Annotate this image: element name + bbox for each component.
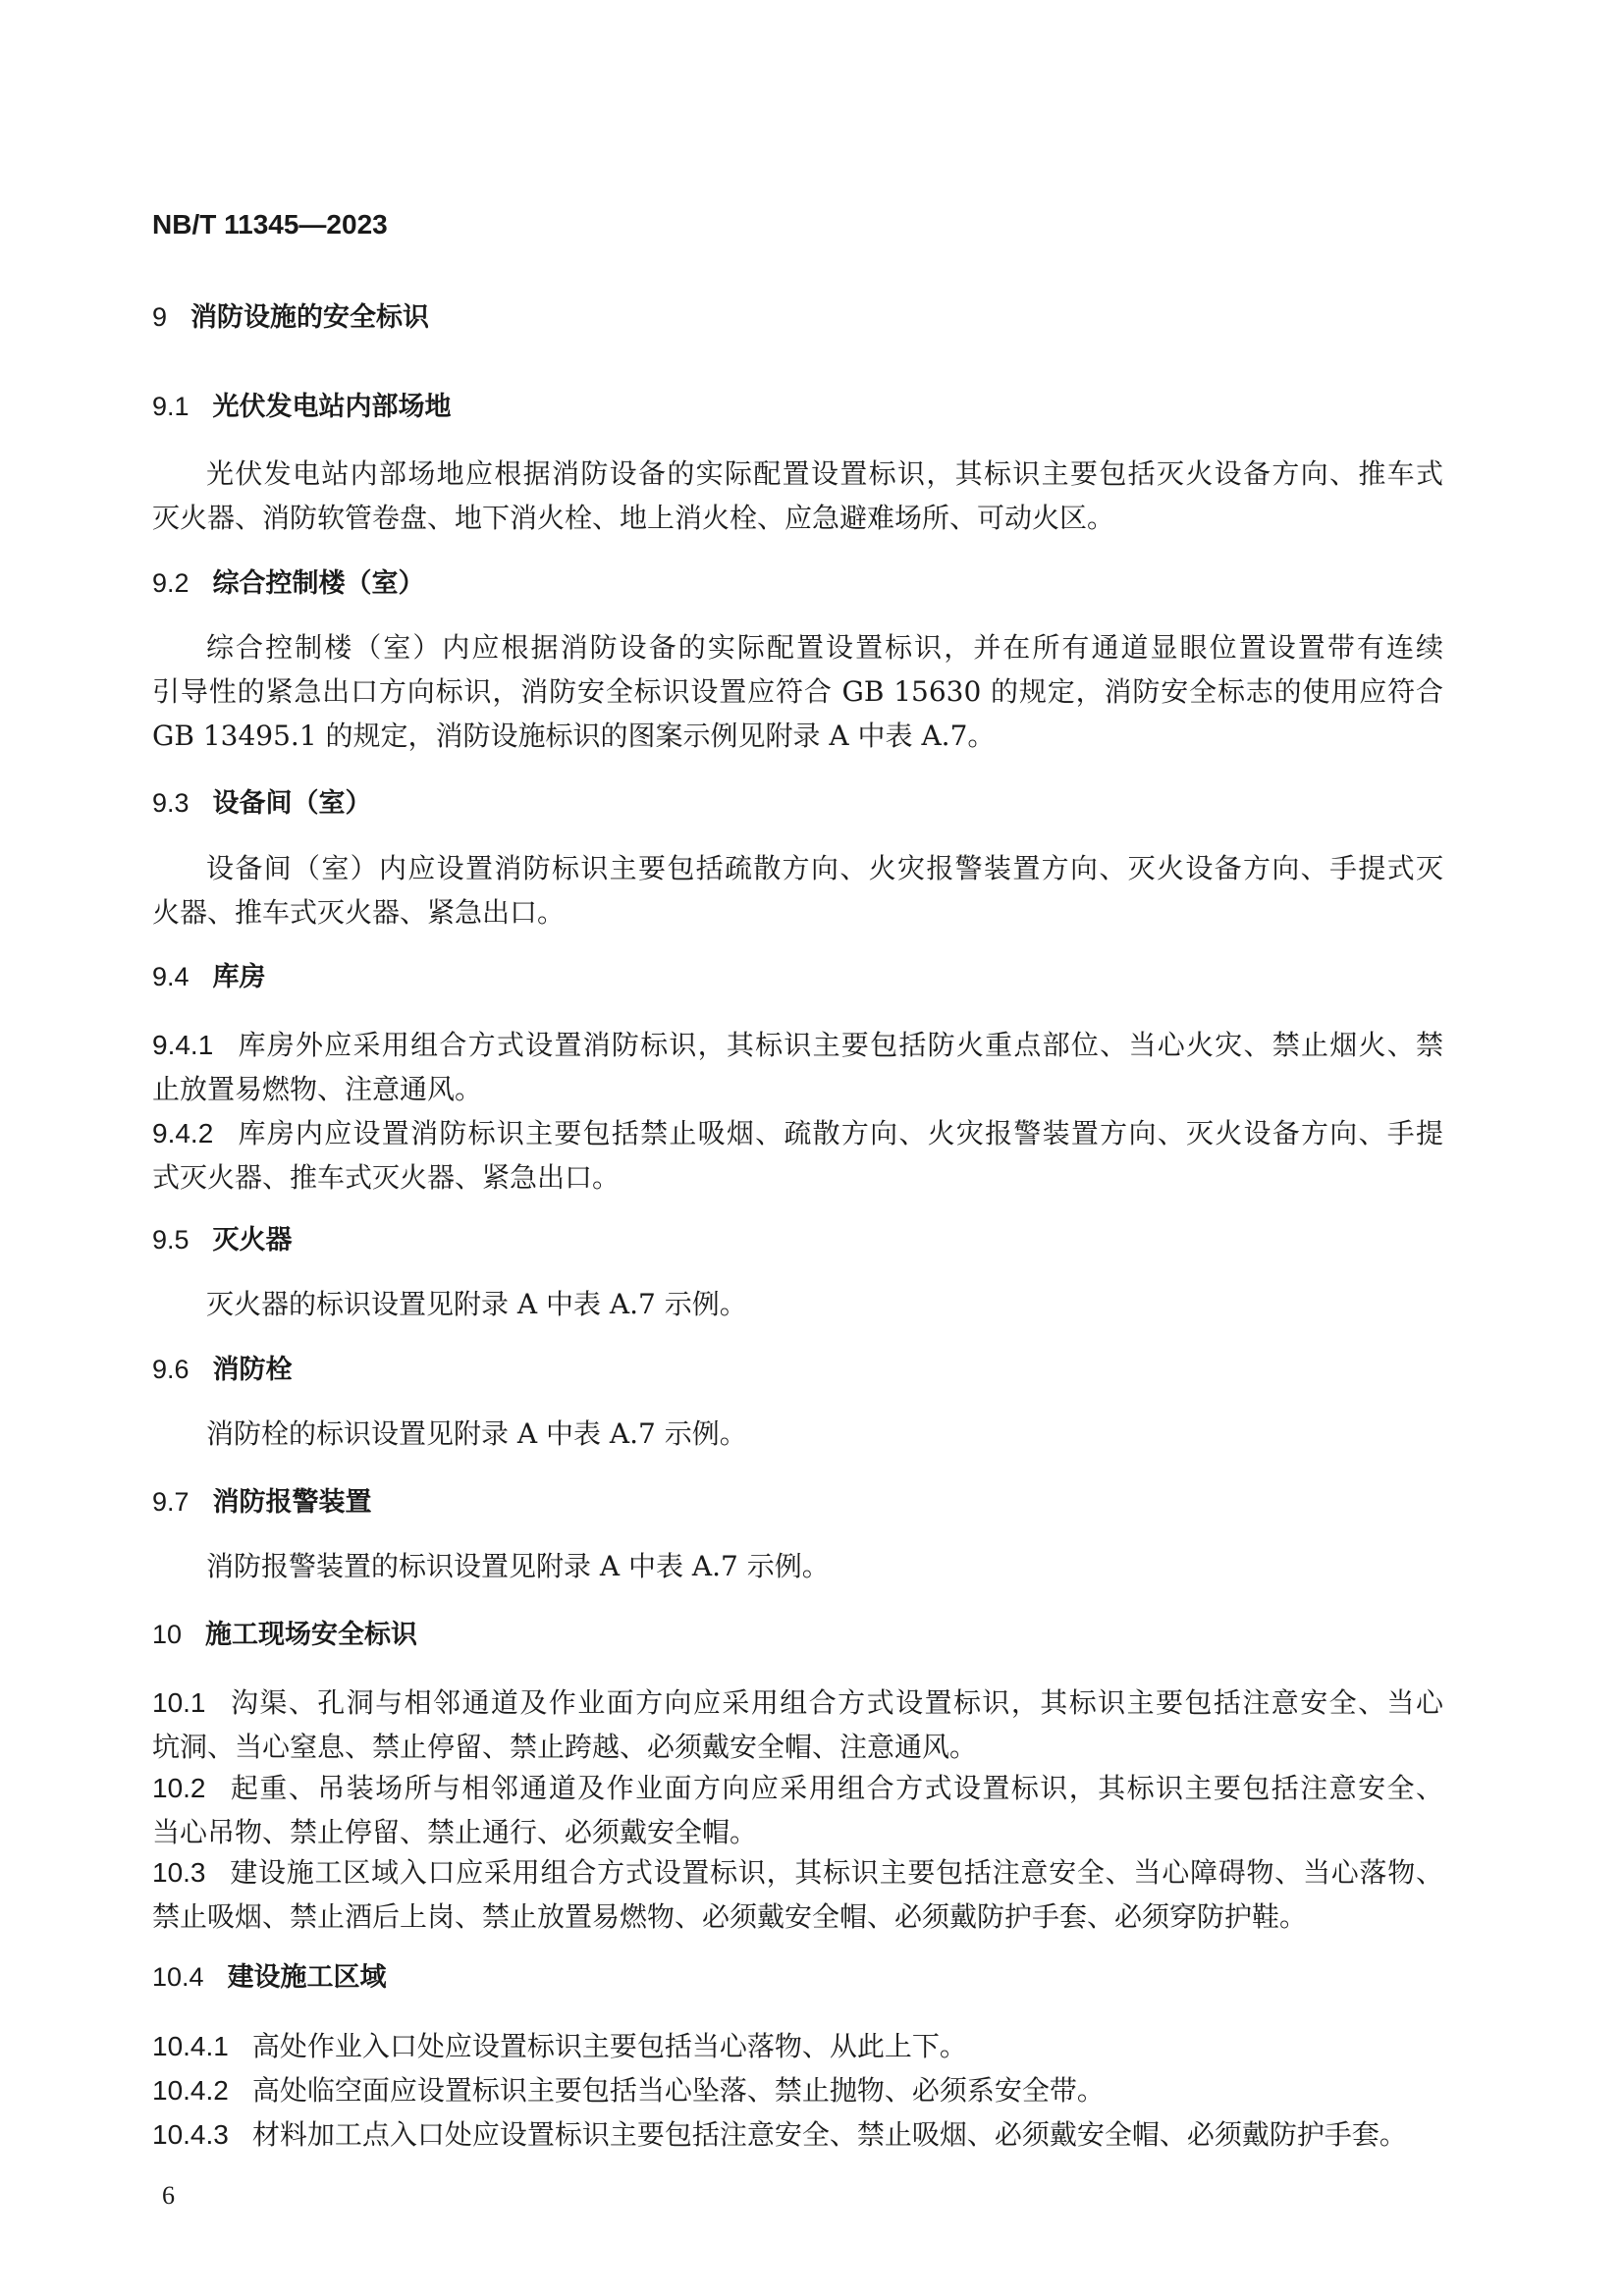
clause-line xyxy=(152,1853,1443,1893)
clause-line xyxy=(152,1769,1443,1808)
paragraph-line xyxy=(152,672,1443,712)
paragraph-line xyxy=(206,628,1443,667)
clause-line xyxy=(152,1813,1443,1852)
line-text: 沟渠、孔洞与相邻通道及作业面方向应采用组合方式设置标识，其标识主要包括注意安全、当心 xyxy=(229,1686,1443,1719)
section-heading xyxy=(152,1482,1443,1522)
page-number: 6 xyxy=(162,2181,175,2210)
section-title: 消防报警装置 xyxy=(212,1487,372,1518)
paragraph-line xyxy=(152,893,1443,933)
line-text: 设备间（室）内应设置消防标识主要包括疏散方向、火灾报警装置方向、灭火设备方向、手提式灭 xyxy=(206,852,1443,884)
clause-line xyxy=(152,1070,1443,1109)
line-text: 引导性的紧急出口方向标识，消防安全标识设置应符合 GB 15630 的规定，消防安全标志的使用应符合 xyxy=(152,675,1443,708)
clause-line xyxy=(152,1158,1443,1198)
section-title: 建设施工区域 xyxy=(227,1962,387,1993)
paragraph-line xyxy=(206,1415,1443,1454)
line-text: 灭火器的标识设置见附录 A 中表 A.7 示例。 xyxy=(206,1288,747,1320)
section-number: 9.6 xyxy=(152,1355,189,1384)
section-number: 9.1 xyxy=(152,392,189,421)
section-number: 9.5 xyxy=(152,1225,189,1255)
section-title: 消防栓 xyxy=(212,1355,293,1385)
line-text: 高处作业入口处应设置标识主要包括当心落物、从此上下。 xyxy=(251,2030,967,2062)
paragraph-line xyxy=(152,499,1443,538)
section-number: 9.4 xyxy=(152,962,189,991)
line-text: 当心吊物、禁止停留、禁止通行、必须戴安全帽。 xyxy=(152,1816,758,1848)
clause-number: 10.3 xyxy=(152,1857,206,1888)
line-text: 止放置易燃物、注意通风。 xyxy=(152,1073,483,1105)
line-text: 材料加工点入口处应设置标识主要包括注意安全、禁止吸烟、必须戴安全帽、必须戴防护手套。 xyxy=(251,2118,1407,2151)
section-heading xyxy=(152,783,1443,823)
section-heading xyxy=(152,1615,1443,1654)
line-text: 禁止吸烟、禁止酒后上岗、禁止放置易燃物、必须戴安全帽、必须戴防护手套、必须穿防护鞋。 xyxy=(152,1900,1308,1933)
paragraph-line xyxy=(206,1285,1443,1324)
clause-number: 10.4.3 xyxy=(152,2119,229,2150)
section-title: 设备间（室） xyxy=(212,788,372,819)
line-text: 消防栓的标识设置见附录 A 中表 A.7 示例。 xyxy=(206,1417,747,1450)
line-text: 式灭火器、推车式灭火器、紧急出口。 xyxy=(152,1161,621,1194)
section-title: 施工现场安全标识 xyxy=(205,1620,418,1650)
section-heading xyxy=(152,1220,1443,1259)
section-heading xyxy=(152,1350,1443,1389)
clause-number: 10.4.2 xyxy=(152,2075,229,2106)
clause-line xyxy=(152,2071,1443,2110)
section-number: 9 xyxy=(152,302,168,332)
line-text: 库房内应设置消防标识主要包括禁止吸烟、疏散方向、火灾报警装置方向、灭火设备方向、手提 xyxy=(237,1117,1443,1149)
clause-number: 9.4.2 xyxy=(152,1118,214,1148)
paragraph-line xyxy=(152,717,1443,756)
line-text: 高处临空面应设置标识主要包括当心坠落、禁止抛物、必须系安全带。 xyxy=(251,2074,1105,2107)
section-title: 库房 xyxy=(212,962,266,992)
section-heading xyxy=(152,563,1443,603)
section-number: 10.4 xyxy=(152,1962,204,1992)
standard-code-header: NB/T 11345—2023 xyxy=(152,209,388,240)
clause-line xyxy=(152,2115,1443,2155)
section-title: 消防设施的安全标识 xyxy=(190,302,430,333)
line-text: 建设施工区域入口应采用组合方式设置标识，其标识主要包括注意安全、当心障碍物、当心落物、 xyxy=(229,1856,1443,1889)
clause-number: 10.4.1 xyxy=(152,2031,229,2061)
clause-line xyxy=(152,1026,1443,1065)
section-heading xyxy=(152,297,1443,337)
line-text: 灭火器、消防软管卷盘、地下消火栓、地上消火栓、应急避难场所、可动火区。 xyxy=(152,502,1115,534)
section-number: 10 xyxy=(152,1620,183,1649)
line-text: GB 13495.1 的规定，消防设施标识的图案示例见附录 A 中表 A.7。 xyxy=(152,720,996,752)
section-heading xyxy=(152,1957,1443,1997)
clause-line xyxy=(152,1897,1443,1937)
section-title: 灭火器 xyxy=(212,1225,293,1255)
line-text: 光伏发电站内部场地应根据消防设备的实际配置设置标识，其标识主要包括灭火设备方向、推车式 xyxy=(206,457,1443,490)
paragraph-line xyxy=(206,454,1443,494)
clause-number: 10.2 xyxy=(152,1773,206,1803)
section-number: 9.3 xyxy=(152,788,189,818)
line-text: 消防报警装置的标识设置见附录 A 中表 A.7 示例。 xyxy=(206,1550,830,1582)
section-heading xyxy=(152,387,1443,426)
clause-line xyxy=(152,1683,1443,1723)
clause-line xyxy=(152,2027,1443,2066)
clause-number: 10.1 xyxy=(152,1687,206,1718)
section-title: 光伏发电站内部场地 xyxy=(212,392,452,422)
paragraph-line xyxy=(206,1547,1443,1586)
section-heading xyxy=(152,957,1443,996)
section-number: 9.7 xyxy=(152,1487,189,1517)
clause-number: 9.4.1 xyxy=(152,1030,214,1060)
line-text: 库房外应采用组合方式设置消防标识，其标识主要包括防火重点部位、当心火灾、禁止烟火、禁 xyxy=(237,1029,1443,1061)
section-number: 9.2 xyxy=(152,568,189,598)
clause-line xyxy=(152,1114,1443,1153)
section-title: 综合控制楼（室） xyxy=(212,568,425,599)
clause-line xyxy=(152,1728,1443,1767)
line-text: 坑洞、当心窒息、禁止停留、禁止跨越、必须戴安全帽、注意通风。 xyxy=(152,1731,978,1763)
line-text: 综合控制楼（室）内应根据消防设备的实际配置设置标识，并在所有通道显眼位置设置带有连续 xyxy=(206,631,1443,664)
line-text: 火器、推车式灭火器、紧急出口。 xyxy=(152,896,566,929)
line-text: 起重、吊装场所与相邻通道及作业面方向应采用组合方式设置标识，其标识主要包括注意安全、 xyxy=(229,1772,1443,1804)
paragraph-line xyxy=(206,849,1443,888)
